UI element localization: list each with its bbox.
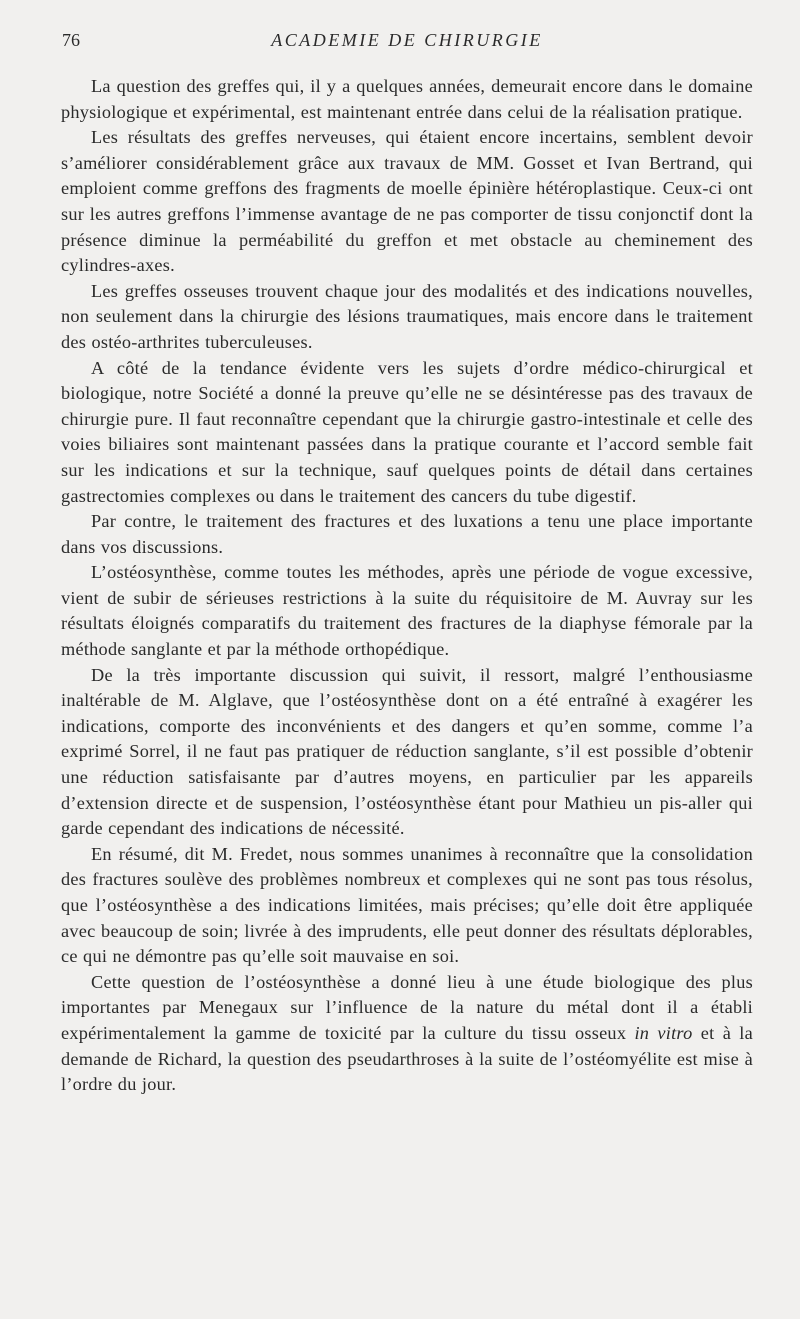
paragraph-menegaux-text-b: et à la demande de Richard, la question des pseudarthroses à la suite de l’ostéomyélite est mise à l’ordre du jour. [61, 1022, 753, 1095]
paragraph-greffes: La question des greffes qui, il y a quelques années, demeurait encore dans le domaine physiologique et expérimental, est maintenant entrée dans celui de la réalisation pratique. [61, 76, 753, 122]
paragraph-greffes-nerveuses: Les résultats des greffes nerveuses, qui étaient encore incertains, semblent devoir s’améliorer considérablement grâce aux travaux de MM. Gosset et Ivan Bertrand, qui emploient comme greffons des fragments de moelle épinière hétéroplastique. Ceux-ci ont sur les autres greffons l’immense avantage de ne pas comporter de tissu conjonctif dont la présence diminue la perméabilité du greffon et met obstacle au cheminement des cylindres-axes. [61, 127, 753, 276]
paragraph-fractures: Par contre, le traitement des fractures et des luxations a tenu une place importante dans vos discussions. [61, 511, 753, 557]
paragraph-resume: En résumé, dit M. Fredet, nous sommes unanimes à reconnaître que la consolidation des fractures soulève des problèmes nombreux et complexes qui ne sont pas tous résolus, que l’ostéosynthèse a des indications limitées, mais précises; qu’elle doit être appliquée avec beaucoup de soin; livrée à des imprudents, elle peut donner des résultats déplorables, ce qui ne démontre pas qu’elle soit mauvaise en soi. [61, 843, 753, 967]
page-header [62, 30, 752, 56]
body-text [61, 74, 753, 1098]
paragraph-menegaux [61, 970, 753, 1098]
paragraph-greffes-osseuses: Les greffes osseuses trouvent chaque jour des modalités et des indications nouvelles, non seulement dans la chirurgie des lésions traumatiques, mais encore dans le traitement des ostéo-arthrites tuberculeuses. [61, 280, 753, 352]
running-title: ACADEMIE DE CHIRURGIE [271, 30, 543, 50]
in-vitro-term: in vitro [634, 1022, 693, 1043]
paragraph-menegaux-text-a: Cette question de l’ostéosynthèse a donné lieu à une étude biologique des plus importantes par Menegaux sur l’influence de la nature du métal dont il a établi expérimentalement la gamme de toxicité par la culture du tissu osseux [61, 971, 753, 1043]
paragraph-osteosynthese: L’ostéosynthèse, comme toutes les méthodes, après une période de vogue excessive, vient de subir de sérieuses restrictions à la suite du réquisitoire de M. Auvray sur les résultats éloignés comparatifs du traitement des fractures de la diaphyse fémorale par la méthode sanglante et par la méthode orthopédique. [61, 562, 753, 660]
page-number: 76 [62, 30, 80, 50]
paragraph-discussion: De la très importante discussion qui suivit, il ressort, malgré l’enthousiasme inaltérable de M. Alglave, que l’ostéosynthèse dont on a été entraîné à exagérer les indications, comporte des inconvénients et des dangers et qu’en somme, comme l’a exprimé Sorrel, il ne faut pas pratiquer de réduction sanglante, s’il est possible d’obtenir une réduction satisfaisante par d’autres moyens, en particulier par les appareils d’extension directe et de suspension, l’ostéosynthèse étant pour Mathieu un pis-aller qui garde cependant des indications de nécessité. [61, 664, 753, 839]
paragraph-chirurgie-pure: A côté de la tendance évidente vers les sujets d’ordre médico-chirurgical et biologique, notre Société a donné la preuve qu’elle ne se désintéresse pas des travaux de chirurgie pure. Il faut reconnaître cependant que la chirurgie gastro-intestinale et celle des voies biliaires sont maintenant passées dans la pratique courante et l’accord semble fait sur les indications et sur la technique, sauf quelques points de détail dans certaines gastrectomies complexes ou dans le traitement des cancers du tube digestif. [61, 357, 753, 506]
